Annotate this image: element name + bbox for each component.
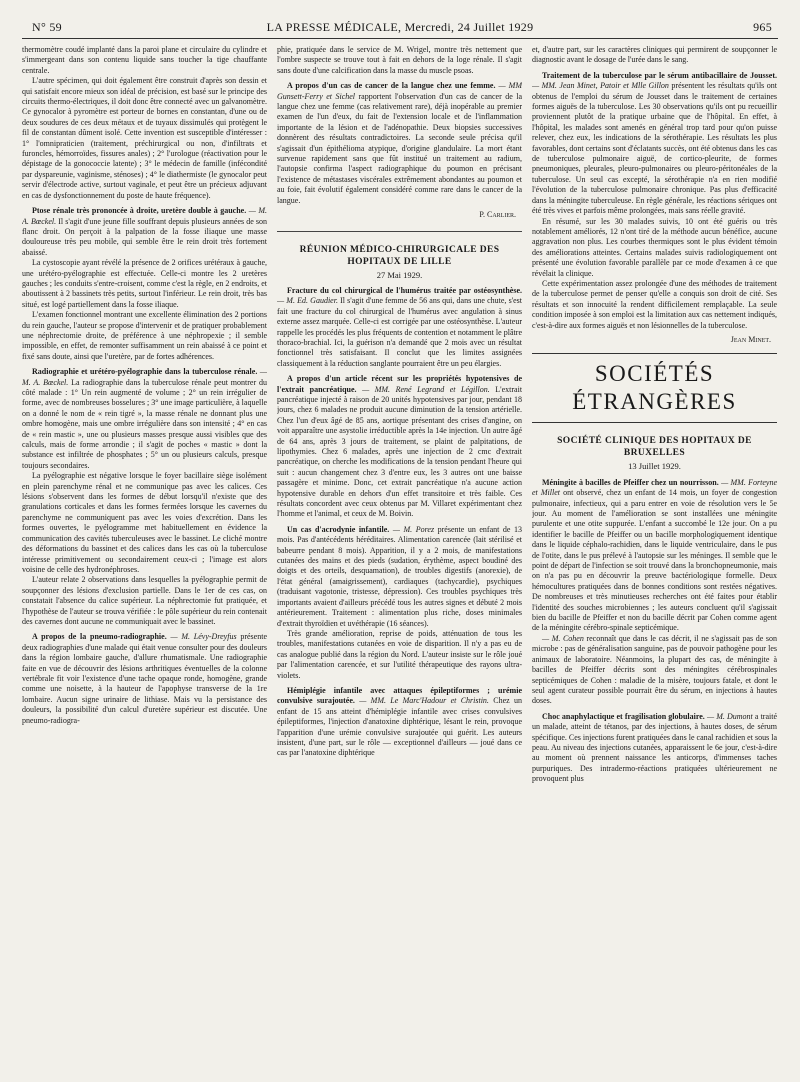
section-title: SOCIÉTÉ CLINIQUE DES HOPITAUX DE BRUXELLES — [557, 436, 752, 459]
article-text: Il s'agit d'une jeune fille souffrant depuis plusieurs années de son flanc droit. On perçoit à la palpation de la fosse iliaque une masse douloureuse très peu mobile, qui semble être le rein droit très fortement abaissé. — [22, 216, 267, 257]
article — [532, 71, 777, 217]
section-date: 27 Mai 1929. — [376, 269, 423, 280]
article — [532, 712, 777, 785]
article-author: — M. A. Bœckel. — [22, 367, 267, 387]
issue-number: N° 59 — [32, 20, 62, 34]
signature: Jean Minet. — [730, 334, 771, 344]
signature: P. Carlier. — [479, 210, 516, 220]
article — [22, 367, 267, 471]
paragraph: La pyélographie est négative lorsque le foyer bacillaire siège isolément en plein parenchyme rénal et ne communique pas avec les calices. Ces lésions s'observent dans les formes de début lorsqu'il n'existe que des granulations corticales et dans les formes fermées lorsque les cavernes du parenchyme ne communiquent pas avec les voies d'excrétion. Dans les formes ouvertes, le pyélogramme met habituellement en évidence la communication des cavités tuberculeuses avec le bassinet. Le cliché montre des déformations du bassinet et des calices dans les cas où la tuberculose intéresse primitivement ou secondairement ceux-ci ; l'image est alors voisine de celle des hydronéphroses. — [22, 471, 267, 574]
article — [277, 374, 522, 520]
article-text: La radiographie dans la tuberculose rénale peut montrer du côté malade : 1° Un rein augmenté de volume ; 2° un rein irrégulier de forme, avec de nombreuses bosselures ; 3° une image particulière, à laquelle on a donné le nom de « rein tigré », la masse rénale ne donnant plus une ombre homogène, mais une ombre irrégulière dans son intensité ; 4° en cas de « rein mastic », une ou plusieurs masses presque aussi visibles que des calculs, mais de forme arrondie ; il s'agit de poches « mastic » dont la substance est infiltrée de phosphates ; 5° un ou plusieurs calculs, presque toujours secondaires. — [22, 377, 267, 470]
article — [277, 81, 522, 206]
article — [22, 206, 267, 258]
article-author: — MM. Forteyne et Millet — [532, 477, 777, 498]
columns — [22, 45, 778, 1075]
paragraph — [532, 634, 777, 707]
column-1 — [22, 45, 267, 1075]
article-author: — M. Ed. Gaudier. — [277, 296, 338, 306]
column-2 — [277, 45, 522, 1075]
article-author: — M. Lévy-Dreyfus — [170, 632, 237, 642]
article-author: — M. Cohen — [542, 633, 584, 643]
section-title: RÉUNION MÉDICO-CHIRURGICALE DES HOPITAUX DE LILLE — [299, 244, 500, 267]
paragraph: L'auteur relate 2 observations dans lesquelles la pyélographie permit de soupçonner des lésions d'exclusion partielle. Dans le 1er de ces cas, on constatait l'absence du calice supérieur. La néphrectomie fut pratiquée, et l'hypothèse de l'auteur se trouva vérifiée : le pôle supérieur du rein contenait des cavernes dont aucune ne communiquait avec le bassinet. — [22, 575, 267, 626]
paragraph: phie, pratiquée dans le service de M. Wrigel, montre très nettement que l'ombre suspecte se trouve tout à fait en dehors de la loge rénale. Il s'agit sans doute d'une calcification dans la masse du muscle psoas. — [277, 45, 522, 75]
article-text: reconnaît que dans le cas décrit, il ne s'agissait pas de son microbe : pas de généralisation sanguine, pas de pouvoir pathogène pour les animaux de laboratoire. Néanmoins, la plupart des cas, de méningite à bacilles de Pfeiffer décrits sont des méningites cérébrospinales septicémiques de Cohen : maladie de la misère, toujours fatale, et dont le seul agent curateur possible pourrait être du sérum, en injections à hautes doses. — [532, 633, 777, 706]
journal-title: LA PRESSE MÉDICALE, Mercredi, 24 Juillet 1929 — [266, 20, 534, 34]
article-title: A propos de la pneumo-radiographie. — [32, 632, 167, 642]
article-author: — M. A. Bœckel. — [22, 206, 267, 226]
article-text: présente deux radiographies d'une malade qui était venue consulter pour des douleurs dans la région lombaire gauche, d'allure rhumatismale. Une radiographie faite en vue de découvrir des lésions arthritiques éventuelles de la colonne vertébrale fit voir l'existence d'une tache opaque ronde, homogène, grande comme une noisette, à la hauteur de l'apophyse transverse de la 1re lombaire. Aucun signe urinaire de lithiase. Mais vu la persistance des douleurs, la possibilité d'un calcul d'uretère supérieur est discutée. Une pneumo-radiogra- — [22, 632, 267, 725]
article-title: Méningite à bacilles de Pfeiffer chez un nourrisson. — [542, 477, 719, 487]
article-title: Un cas d'acrodynie infantile. — [287, 524, 390, 534]
paragraph: En résumé, sur les 30 malades suivis, 10 ont été guéris ou très notablement améliorés, 12 n'ont tiré de la méthode aucun bénéfice, aucune aggravation non plus. Les courbes thermiques sont le plus évident témoin des améliorations atteintes. Certains malades suivis radiologiquement ont présenté une évolution favorable parallèle par ce mode d'examen à ce que révélait la clinique. — [532, 216, 777, 278]
article-author: — M. Porez — [392, 524, 435, 534]
article-text: présentent les résultats qu'ils ont obtenus de l'emploi du sérum de Jousset dans le traitement de certaines formes aiguës de la tuberculose. Les 30 observations qu'ils ont pu recueillir proviennent plutôt de la pratique urbaine que de l'hôpital. En effet, à l'hôpital, les malades sont amenés en général trop tard pour qu'on puisse relever, chez eux, les indications de la sérothérapie. Les résultats les plus favorables, dont certains sont d'éclatants succès, ont été obtenus dans les cas de tuberculose pulmonaire aiguë, de cortico-pleurite, de formes pneumoniques, pleurales, pleuro-pulmonaires ou pleuro-péritonéales de la tuberculose. Un seul cas excepté, la sérothérapie n'a en rien modifié l'évolution de la tuberculose pulmonaire chronique. Pas plus d'efficacité dans la méningite tuberculeuse. En règle générale, les réactions sériques ont été très vives et parfois même prolongées, mais sans réelle gravité. — [532, 81, 777, 216]
article-text: Il s'agit d'une femme de 56 ans qui, dans une chute, s'est fait une fracture du col chirurgical de l'humérus avec angulation à sinus externe assez marquée. Celle-ci est corrigée par une ostéosynthèse. L'auteur rappelle les procédés les plus fréquents de contention et notamment le plâtre thoraco-brachial. Ici, la guérison n'a demandé que 2 mois avec un résultat fonctionnel très satisfaisant. Il conclut que les limites assignées classiquement à la réduction sanglante pourraient être un peu élargies. — [277, 296, 522, 368]
article-author: — MM Gunsett-Ferry et Sichel — [277, 81, 522, 101]
article-text: L'extrait pancréatique injecté à raison de 20 unités hypotensives par jour, pendant 18 jours, chez 6 malades ne produit aucune diminution de la tension artérielle. Chez l'un d'eux âgé de 85 ans, aortique présentant des crises d'angine, on voit apparaître une asystolie irréductible après la 14e injection. Un autre âgé de 64 ans, après 3 jours de traitement, se plaint de palpitations, de lipothymies. Chez 6 malades, après une injection de 2 cmc d'extrait pancréatique, on cherche les modifications de la tension pendant l'heure qui suit : aucun changement chez 3 d'entre eux, les 3 autres ont une baisse passagère et minime. Donc, cet extrait pancréatique n'a aucune action hypotensive durable en dehors d'un effet transitoire et très faible. Ces résultats concordent avec ceux obtenus par M. Villaret expérimentant chez l'homme et l'animal, et ceux de M. Boivin. — [277, 384, 522, 519]
paragraph: thermomètre coudé implanté dans la paroi plane et circulaire du cylindre et s'immergeant dans son contenu liquide sans toucher la tige chauffante centrale. — [22, 45, 267, 75]
societes-etrangeres-heading: SOCIÉTÉS ÉTRANGÈRES — [532, 353, 777, 423]
page-number: 965 — [753, 20, 772, 34]
article-author: — MM. René Legrand et Légillon. — [362, 384, 490, 394]
article-title: Traitement de la tuberculose par le sérum antibacillaire de Jousset. — [542, 70, 777, 80]
paragraph: L'autre spécimen, qui doit également être construit d'après son dessin et qui satisfait encore mieux son idéal de précision, est basé sur le principe des circuits thermo-électriques, il doit donc être connecté avec un galvanomètre. Ce gynocalor à pyromètre est porteur de bornes en constantan, d'une ou de deux soudures de ces deux métaux et de tuyaux dissimulés qui protègent le fil de constantan dûment isolé. Cette invention est susceptible d'intéresser : 1° l'omnipraticien (traitement, préchirurgical ou non, d'infiltrats et furoncles, hémorroïdes, fissures anales) ; 2° l'urologue (réactivation pour le dépistage de la gonococcie latente) ; 3° le médecin de famille (infécondité par dyspareunie, vaginisme, sténoses) ; 4° le diathermiste (le gynocalor peut servir d'électrode active, surtout vaginale, et peut être un précieux adjuvant en cas de dysfonctionnement du poste de haute fréquence). — [22, 76, 267, 200]
article — [277, 525, 522, 629]
divider — [277, 231, 522, 232]
paragraph: Très grande amélioration, reprise de poids, atténuation de tous les troubles, manifestations cutanées en voie de disparition. Il n'y a pas eu de cas analogue publié dans la région du Nord. L'auteur insiste sur le rôle joué par l'alimentation carencée, et sur l'utilité thérapeutique des rayons ultra-violets. — [277, 628, 522, 680]
article-title: Choc anaphylactique et fragilisation globulaire. — [542, 711, 705, 721]
article-title: A propos d'un cas de cancer de la langue chez une femme. — [287, 81, 496, 91]
article-title: Hémiplégie infantile avec attaques épileptiformes ; urémie convulsive surajoutée. — [277, 685, 522, 706]
section-date: 13 Juillet 1929. — [628, 461, 681, 472]
article-text: a traité un malade, atteint de tétanos, par des injections, à hautes doses, de sérum spécifique. Ces injections furent pratiquées dans le canal rachidien et sous la peau. Au niveau des injections cutanées, apparaissent le 6e jour, c'est-à-dire au moment où prennent naissance les anticorps, d'immenses taches purpuriques. Des intradermo-réactions pratiquées ultérieurement ne provoquent plus — [532, 711, 777, 784]
article-author: — M. Dumont — [706, 711, 753, 721]
article-author: — MM. Le Marc'Hadour et Christin. — [359, 696, 489, 706]
article-author: — MM. Jean Minet, Patoir et Mlle Gillon — [532, 81, 669, 91]
article-text: rapportent l'observation d'un cas de cancer de la langue chez une femme (cas relativement rare), déjà inopérable au premier examen de l'un d'eux, du fait de l'extension locale et de l'inflammation importante de la lésion et de l'adénopathie. Deux biopsies successives donnèrent des résultats contradictoires. La seconde seule précisa qu'il s'agissait d'un épithélioma atypique, d'origine glandulaire. La mort étant survenue rapidement sans que fût institué un traitement au radium, l'autopsie confirma l'aspect radiographique du poumon en précisant l'existence de métastases viscérales extrêmement abondantes au poumon et au foie, fait évolutif également considéré comme rare dans le cancer de la langue. — [277, 91, 522, 205]
article-title: A propos d'un article récent sur les propriétés hypotensives de l'extrait pancréatique. — [277, 374, 522, 394]
article-title: Fracture du col chirurgical de l'humérus traitée par ostéosynthèse. — [287, 285, 522, 295]
article — [532, 478, 777, 634]
paragraph: La cystoscopie ayant révélé la présence de 2 orifices urétéraux à gauche, une urétéro-pyélographie est effectuée. Celle-ci montre les 2 uretères gauches ; les conduits s'entre-croisent, comme c'est la règle, en 2 endroits, et aboutissent à 2 bassinets très petits, surtout l'inférieur. Le rein droit, très bas situé, est logé partiellement dans la fosse iliaque. — [22, 258, 267, 309]
article-title: Ptose rénale très prononcée à droite, uretère double à gauche. — [32, 206, 247, 216]
article-title: Radiographie et urétéro-pyélographie dans la tuberculose rénale. — [32, 367, 258, 377]
article-text: présente un enfant de 13 mois. Pas d'antécédents héréditaires. Alimentation carencée (lait stérilisé et babeurre pendant 8 mois). Apparition, il y a 2 mois, de manifestations cutanées des mains et des pieds (sudation, érythème, aspect boudiné des doigts et des orteils, desquamation), de troubles digestifs (anorexie), de l'état général (amaigrissement), cardiaques (tachycardie), psychiques (traduisant vagotonie, tristesse, dépression). Ces troubles psychiques très importants avaient d'ailleurs précédé tous les autres signes et débuté 2 mois antérieurement. Traitement : alimentation plus riche, doses minimales d'extrait thyroïdien et uvéthérapie (16 séances). — [277, 524, 522, 628]
paragraph: Cette expérimentation assez prolongée d'une des méthodes de traitement de la tuberculose permet de penser qu'elle a conquis son droit de cité. Ses résultats et son innocuité la rendent difficilement remplaçable. La seule condition imposée à son emploi est la limitation aux cas nettement indiqués, c'est-à-dire aux formes aiguës et non lésionnelles de la tuberculose. — [532, 278, 777, 330]
article — [22, 632, 267, 726]
article-text: ont observé, chez un enfant de 14 mois, un foyer de congestion pulmonaire, infectieux, qui a paru entrer en voie de résolution vers le 5e jour. Au moment de l'amélioration se sont installées une méningite purulente et une otite suppurée. L'enfant a succombé le 12e jour. On a pu identifier le bacille de Pfeiffer ou un bacille morphologiquement identique dans le liquide céphalo-rachidien, dans le liquide ventriculaire, dans le pus de l'otite, dans le pus prélevé à l'autopsie sur les méninges. Il semble que le point de départ de l'infection se soit trouvé dans la bronchopneumonie, mais on n'a pas pu en découvrir la preuve bactériologique formelle. Deux hémocultures pratiquées dans de bonnes conditions sont restées négatives. De nombreuses et très minutieuses recherches ont été faites pour établir l'identité des souches microbiennes ; les auteurs concluent qu'il s'agissait bien du bacille de Pfeiffer et non du bacille décrit par Cohen comme agent de la méningite cérébro-spinale septicémique. — [532, 488, 777, 633]
article — [277, 286, 522, 369]
paragraph: et, d'autre part, sur les caractères cliniques qui permirent de soupçonner le diagnostic avant le dosage de l'urée dans le sang. — [532, 45, 777, 65]
paragraph: L'examen fonctionnel montrant une excellente élimination des 2 portions du rein gauche, l'auteur se propose d'intervenir et de pratiquer probablement une néphrectomie droite, de préférence à une néphropexie ; il semble impossible, en effet, de remonter suffisamment un rein abaissé à ce point et fixé sans doute, ainsi que l'uretère, par de fortes adhérences. — [22, 310, 267, 361]
article — [277, 686, 522, 759]
article-text: Chez un enfant de 15 ans atteint d'hémiplégie infantile avec crises convulsives épileptiformes, l'injection d'anatoxine diphtérique, lésant le rein, provoque l'apparition d'une urémie convulsive surajoutée qui guérit. Les auteurs insistent, d'une part, sur le rôle — exceptionnel d'ailleurs — joué dans ce cas par l'anatoxine diphtérique — [277, 696, 522, 758]
column-3 — [532, 45, 777, 1075]
page-header — [22, 20, 778, 39]
